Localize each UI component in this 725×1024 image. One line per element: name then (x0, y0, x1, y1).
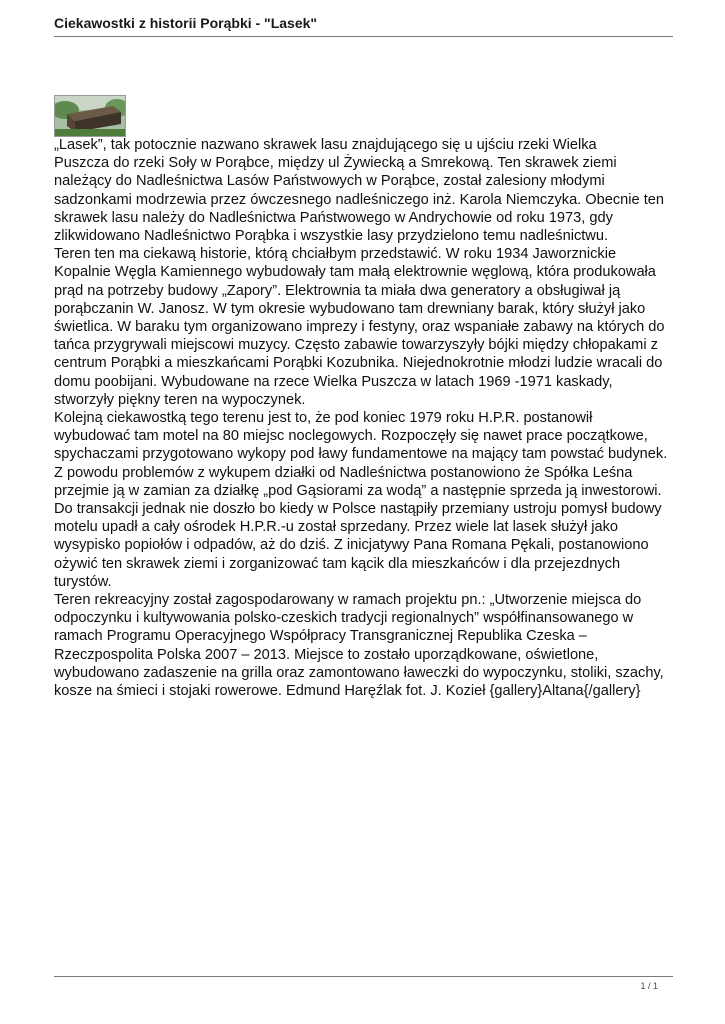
article-line: wysypisko popiołów i odpadów, aż do dziś. Z inicjatywy Pana Romana Pękali, postanowiono (54, 537, 649, 554)
article-line: sadzonkami modrzewia przez ówczesnego nadleśniczego inż. Karola Niemczyka. Obecnie ten (54, 191, 664, 208)
article-line: należący do Nadleśnictwa Lasów Państwowych w Porąbce, został zalesiony młodymi (54, 173, 605, 190)
article-line: ożywić ten skrawek ziemi i zorganizować tam kącik dla mieszkańców i dla przejezdnych (54, 555, 621, 572)
article-line: porąbczanin W. Janosz. W tym okresie wybudowano tam drewniany barak, który służył jako (54, 300, 646, 317)
article-line: domu poobijani. Wybudowane na rzece Wielka Puszcza w latach 1969 -1971 kaskady, (54, 373, 613, 390)
article-line: świetlica. W baraku tym organizowano imprezy i festyny, oraz wspaniałe zabawy na których do (54, 319, 665, 336)
article-line: Rzeczpospolita Polska 2007 – 2013. Miejsce to zostało uporządkowane, oświetlone, (54, 646, 599, 663)
barn-photo-graphic (55, 96, 125, 136)
page-header (54, 14, 673, 37)
page-footer (54, 976, 673, 991)
article-line: Kolejną ciekawostką tego terenu jest to, że pod koniec 1979 roku H.P.R. postanowił (54, 410, 593, 427)
article-line: przejmie ją w zamian za działkę „pod Gąsiorami za wodą” a następnie sprzeda ją inwestorowi. (54, 482, 662, 499)
article-line: motelu upadł a cały ośrodek H.P.R.-u został sprzedany. Przez wiele lat lasek służył jako (54, 519, 619, 536)
article-line: Teren rekreacyjny został zagospodarowany w ramach projektu pn.: „Utworzenie miejsca do (54, 592, 642, 609)
article-line: zlikwidowano Nadleśnictwo Porąbka i wszystkie lasy przydzielono temu nadleśnictwu. (54, 228, 608, 245)
article-line: spychaczami przygotowano wykopy pod ławy fundamentowe na mający tam powstać budynek. (54, 446, 668, 463)
article-line: kosze na śmieci i stojaki rowerowe. Edmund Haręźlak fot. J. Kozieł {gallery}Altana{/gallery} (54, 683, 641, 700)
article-line: wybudować tam motel na 80 miejsc noclegowych. Rozpoczęły się nawet prace początkowe, (54, 428, 648, 445)
article-line: Puszcza do rzeki Soły w Porąbce, między ul Żywiecką a Smrekową. Ten skrawek ziemi (54, 155, 617, 172)
article-line: Do transakcji jednak nie doszło bo kiedy w Polsce nastąpiły przemiany ustroju pomysł budowy (54, 501, 662, 518)
article-line: prąd na potrzeby budowy „Zapory”. Elektrownia ta miała dwa generatory a obsługiwał ją (54, 282, 621, 299)
article-line: „Lasek”, tak potocznie nazwano skrawek lasu znajdującego się u ujściu rzeki Wielka (54, 137, 597, 153)
article-body (54, 136, 684, 700)
article-line: centrum Porąbki a mieszkańcami Porąbki Kozubnika. Niejednokrotnie młodzi ludzie wracali do (54, 355, 663, 372)
article-line: stworzyły piękny teren na wypoczynek. (54, 391, 306, 408)
article-line: Kopalnie Węgla Kamiennego wybudowały tam małą elektrownie węglową, która produkowała (54, 264, 656, 281)
article-line: turystów. (54, 573, 112, 590)
page-number: 1 / 1 (640, 981, 658, 991)
article-line: Z powodu problemów z wykupem działki od Nadleśnictwa postanowiono że Spółka Leśna (54, 464, 633, 481)
article-line: ramach Programu Operacyjnego Współpracy Transgranicznej Republika Czeska – (54, 628, 587, 645)
article-thumbnail-image[interactable] (54, 95, 126, 137)
article-line: skrawek lasu należy do Nadleśnictwa Państwowego w Andrychowie od roku 1973, gdy (54, 209, 613, 226)
page-title: Ciekawostki z historii Porąbki - "Lasek" (54, 15, 318, 31)
article-line: odpoczynku i kultywowania polsko-czeskich tradycji regionalnych” współfinansowanego w (54, 610, 634, 627)
article-line: Teren ten ma ciekawą historie, którą chciałbym przedstawić. W roku 1934 Jaworznickie (54, 246, 617, 263)
article-line: tańca przygrywali miejscowi muzycy. Często zabawie towarzyszyły bójki między chłopakami z (54, 337, 658, 354)
article-line: wybudowano zadaszenie na grilla oraz zamontowano ławeczki do wypoczynku, stoliki, szachy, (54, 664, 664, 681)
